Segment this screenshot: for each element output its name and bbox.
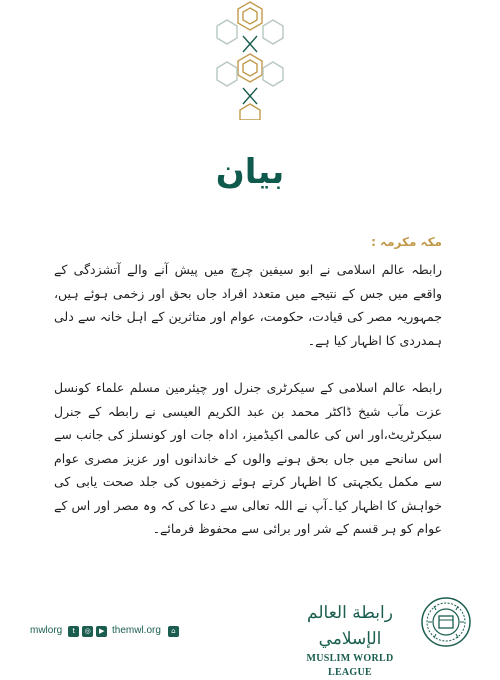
twitter-icon[interactable]: t: [68, 626, 79, 637]
mwl-emblem-icon: [420, 596, 472, 648]
social-handle[interactable]: mwlorg: [30, 625, 63, 636]
dateline-location: مکہ مکرمہ :: [371, 235, 442, 249]
youtube-icon[interactable]: ▶: [96, 626, 107, 637]
geometric-ornament-icon: [205, 0, 295, 120]
page-title: بیان: [215, 152, 285, 192]
social-links: [30, 624, 107, 638]
website-url[interactable]: themwl.org: [112, 625, 161, 636]
statement-paragraph-1: رابطہ عالم اسلامی نے ابو سیفین چرچ میں پیش آنے والے آتشزدگی کے واقعے میں جس کے نتیجے میں متعدد افراد جاں بحق اور زخمی ہوئے ہیں، جمہوریہ مصر کی قیادت، حکومت، عوام اور متاثرین کے اہل خانہ سے دلی ہمدردی کا اظہار کیا ہے۔: [54, 262, 442, 348]
statement-paragraph-2: رابطہ عالم اسلامی کے سیکرٹری جنرل اور چیئرمین مسلم علماء کونسل عزت مآب شیخ ڈاکٹر محمد بن عبد الکریم العیسی نے رابطہ کے جنرل سیکرٹریٹ،اور اس کی عالمی اکیڈمیز، اداہ جات اور کونسلز کی جانب سے اس سانحے میں جاں بحق ہونے والوں کے خاندانوں اور عزیز مصری عوام سے مکمل یکجہتی کا اظہار کرتے ہوئے زخمیوں کی جلد صحت یابی کی خواہش کا اظہار کیا۔آپ نے اللہ تعالی سے دعا کی کہ وہ مصر اور اس کے عوام کو ہر قسم کے شر اور برائی سے محفوظ فرمائے۔: [54, 380, 442, 536]
mwl-logo-text: [286, 600, 414, 680]
instagram-icon[interactable]: ◎: [82, 626, 93, 637]
logo-arabic-name: رابطة العالم الإسلامي: [307, 603, 393, 649]
logo-english-name: MUSLIM WORLD LEAGUE: [306, 653, 394, 678]
website-link[interactable]: [112, 624, 179, 638]
footer: [0, 590, 500, 678]
home-icon: ⌂: [168, 626, 179, 637]
